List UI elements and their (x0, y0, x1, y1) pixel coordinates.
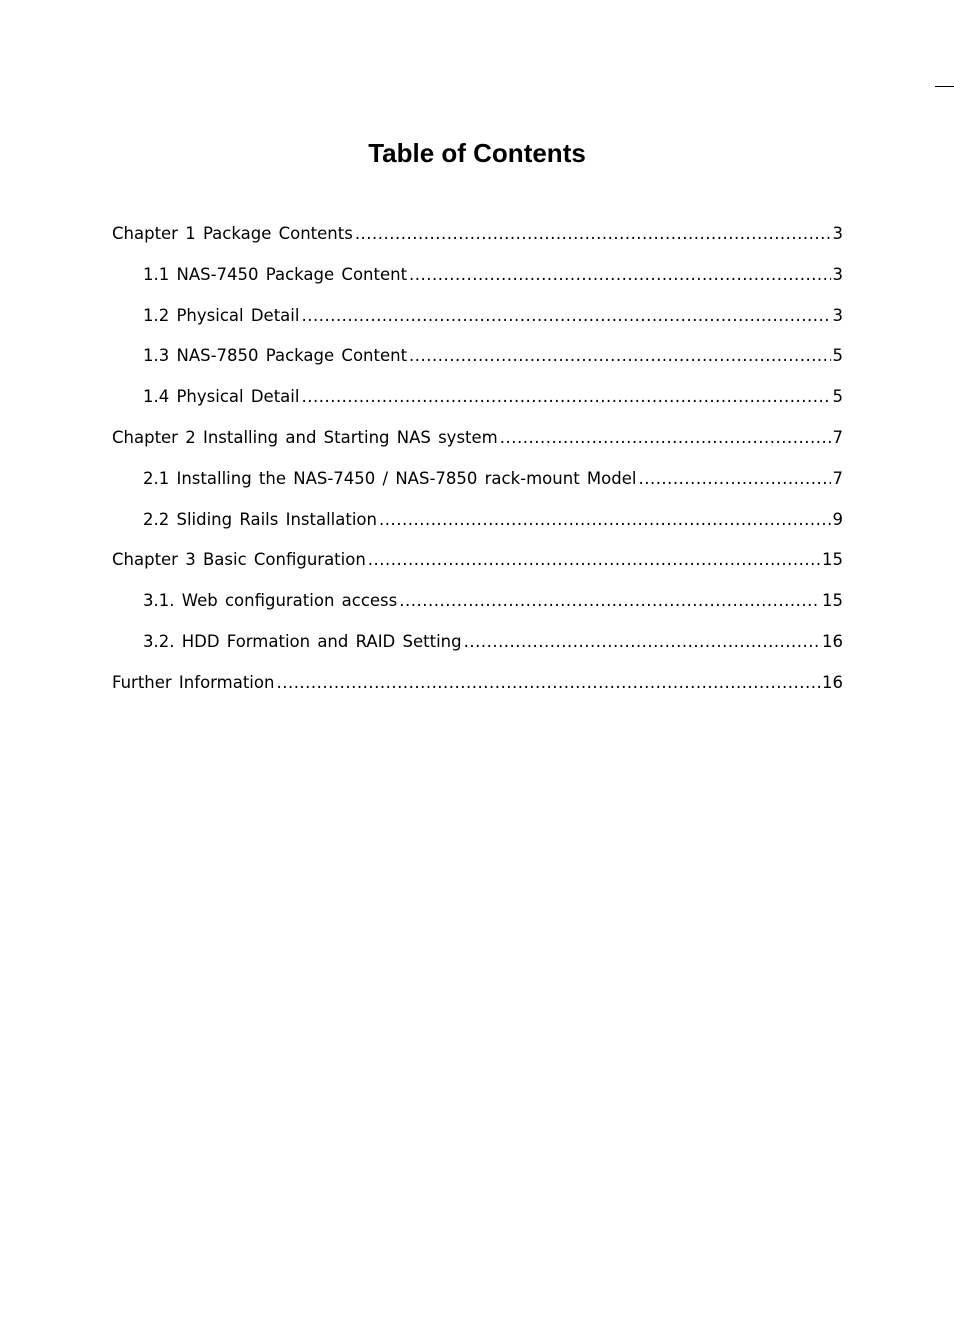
toc-entry[interactable] (112, 302, 843, 343)
toc-page-number: 9 (832, 509, 843, 529)
toc-entry[interactable] (112, 261, 843, 302)
toc-dot-leader (409, 342, 830, 370)
toc-dot-leader (638, 465, 830, 493)
toc-entry-label: Further Information (112, 672, 275, 692)
toc-entry-label: 2.1 Installing the NAS-7450 / NAS-7850 rack-mount Model (143, 468, 637, 488)
toc-page-number: 15 (822, 591, 843, 611)
toc-entry[interactable] (112, 669, 843, 710)
toc-entry[interactable] (112, 506, 843, 547)
toc-entry-label: Chapter 3 Basic Configuration (112, 550, 366, 570)
toc-dot-leader (276, 669, 820, 697)
toc-entry-label: 3.2. HDD Formation and RAID Setting (143, 631, 462, 651)
toc-entry-label: 1.1 NAS-7450 Package Content (143, 264, 408, 284)
toc-page-number: 15 (822, 550, 843, 570)
toc-dot-leader (399, 587, 820, 615)
toc-entry[interactable] (112, 546, 843, 587)
toc-page-number: 5 (832, 387, 843, 407)
toc-entry-label: Chapter 2 Installing and Starting NAS system (112, 427, 498, 447)
toc-entry-label: 1.2 Physical Detail (143, 305, 300, 325)
toc-entry[interactable] (112, 220, 843, 261)
toc-entry[interactable] (112, 587, 843, 628)
toc-dot-leader (464, 628, 820, 656)
toc-page-number: 16 (822, 672, 843, 692)
toc-entry[interactable] (112, 424, 843, 465)
toc-entry[interactable] (112, 383, 843, 424)
toc-dot-leader (301, 302, 830, 330)
toc-entry-label: Chapter 1 Package Contents (112, 224, 353, 243)
toc-entry[interactable] (112, 342, 843, 383)
toc-dot-leader (500, 424, 831, 452)
toc-dot-leader (355, 220, 831, 248)
header-rule (935, 86, 954, 87)
toc-page-number: 3 (832, 224, 843, 243)
toc-entry-label: 2.2 Sliding Rails Installation (143, 509, 377, 529)
toc-page-number: 7 (832, 427, 843, 447)
toc-entry-label: 3.1. Web configuration access (143, 591, 398, 611)
toc-entry[interactable] (112, 628, 843, 669)
toc-dot-leader (409, 261, 830, 289)
toc-entry[interactable] (112, 465, 843, 506)
toc-entry-label: 1.4 Physical Detail (143, 387, 300, 407)
toc-dot-leader (368, 546, 820, 574)
toc-dot-leader (301, 383, 830, 411)
toc-page-number: 3 (832, 305, 843, 325)
toc-entry-label: 1.3 NAS-7850 Package Content (143, 346, 408, 366)
toc-page-number: 5 (832, 346, 843, 366)
table-of-contents (112, 220, 843, 710)
toc-page-number: 3 (832, 264, 843, 284)
toc-dot-leader (379, 506, 831, 534)
toc-page-number: 7 (832, 468, 843, 488)
toc-page-number: 16 (822, 631, 843, 651)
page-title: Table of Contents (368, 138, 586, 168)
